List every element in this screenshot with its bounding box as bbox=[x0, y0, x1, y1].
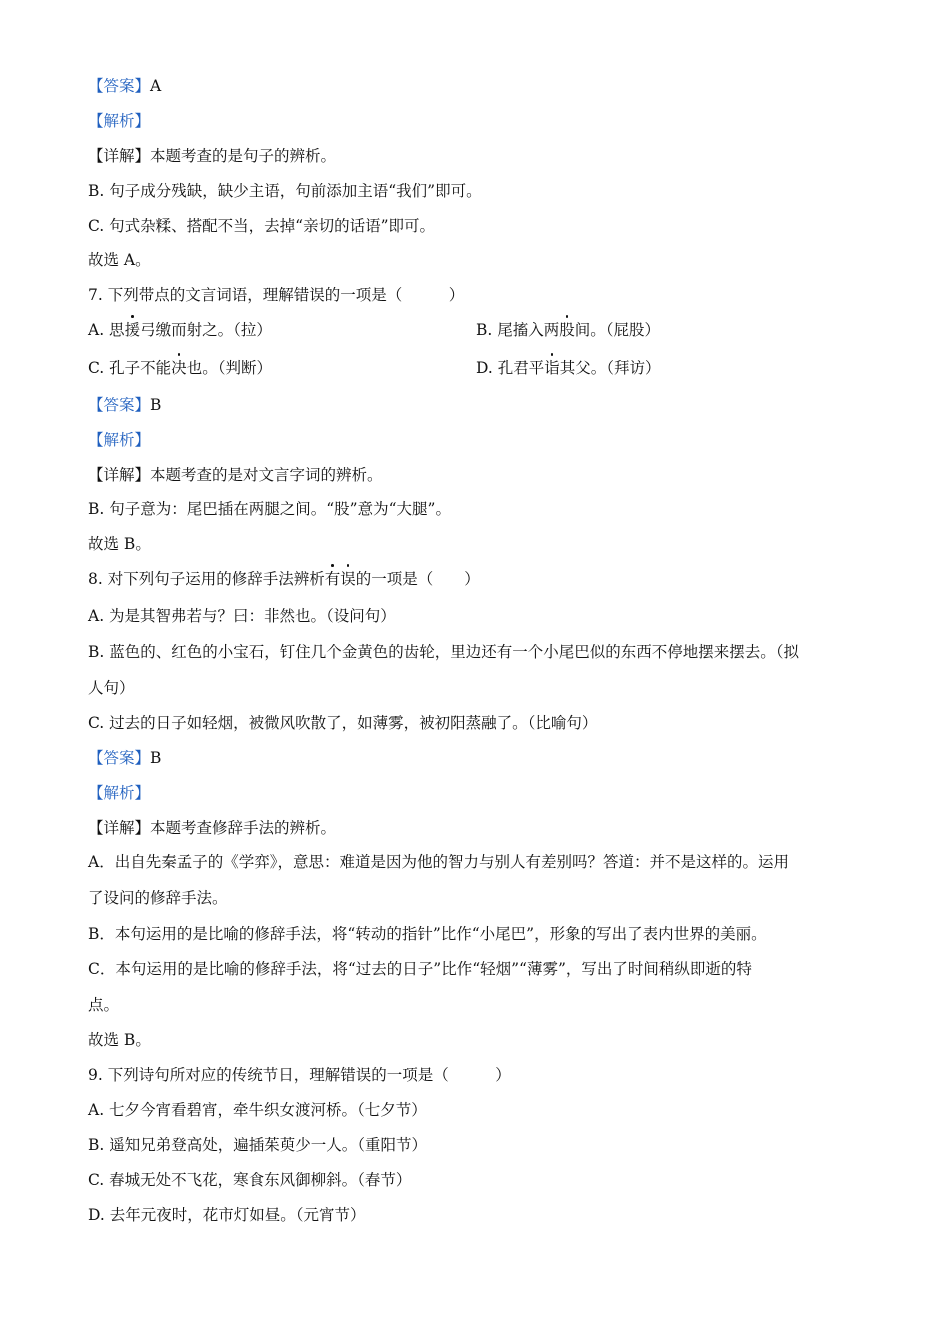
q8-explain-a-line1: A．出自先秦孟子的《学弈》，意思：难道是因为他的智力与别人有差别吗？答道：并不是这样的。运用 bbox=[88, 853, 789, 871]
option-text: A. 思 bbox=[88, 321, 125, 339]
q8-detail: 【详解】本题考查修辞手法的辨析。 bbox=[88, 819, 337, 837]
q9-option-b: B. 遥知兄弟登高处，遍插茱萸少一人。（重阳节） bbox=[88, 1136, 427, 1154]
option-text: 也。（判断） bbox=[186, 359, 272, 377]
q7-explain-b: B. 句子意为：尾巴插在两腿之间。“股”意为“大腿”。 bbox=[88, 500, 451, 518]
q8-option-c: C. 过去的日子如轻烟，被微风吹散了，如薄雾，被初阳蒸融了。（比喻句） bbox=[88, 714, 598, 732]
option-text: 间。（屁股） bbox=[574, 321, 661, 339]
q8-explain-c-line1: C．本句运用的是比喻的修辞手法，将“过去的日子”比作“轻烟”“薄雾”，写出了时间稍纵即逝的特 bbox=[88, 960, 752, 978]
answer-label: 【答案】 bbox=[88, 396, 151, 414]
dotted-char: 股 bbox=[559, 321, 575, 339]
q7-option-d bbox=[476, 358, 661, 378]
answer-value: A bbox=[150, 77, 162, 95]
q7-conclusion: 故选 B。 bbox=[88, 535, 151, 553]
q6-answer bbox=[88, 76, 161, 96]
answer-value: B bbox=[150, 749, 162, 767]
q7-stem: 7. 下列带点的文言词语，理解错误的一项是（ ） bbox=[88, 286, 465, 304]
q8-option-b-line2: 人句） bbox=[88, 679, 135, 697]
answer-label: 【答案】 bbox=[88, 77, 151, 95]
q6-explain-b: B. 句子成分残缺，缺少主语，句前添加主语“我们”即可。 bbox=[88, 182, 482, 200]
q6-explain-c: C. 句式杂糅、搭配不当，去掉“亲切的话语”即可。 bbox=[88, 217, 436, 235]
q8-explain-c-line2: 点。 bbox=[88, 996, 120, 1014]
answer-label: 【答案】 bbox=[88, 749, 151, 767]
q7-option-a bbox=[88, 320, 272, 340]
option-text: 其父。（拜访） bbox=[559, 359, 661, 377]
q9-option-c: C. 春城无处不飞花，寒食东风御柳斜。（春节） bbox=[88, 1171, 412, 1189]
answer-value: B bbox=[150, 396, 162, 414]
q7-analysis-label: 【解析】 bbox=[88, 431, 151, 449]
q9-option-d: D. 去年元夜时，花市灯如昼。（元宵节） bbox=[88, 1206, 366, 1224]
q6-conclusion: 故选 A。 bbox=[88, 251, 151, 269]
q6-detail: 【详解】本题考查的是句子的辨析。 bbox=[88, 147, 337, 165]
option-text: B. 尾搐入两 bbox=[476, 321, 560, 339]
q7-option-b bbox=[476, 320, 660, 340]
dotted-char: 决 bbox=[171, 359, 187, 377]
dotted-char: 援 bbox=[124, 321, 141, 339]
q6-analysis-label: 【解析】 bbox=[88, 112, 151, 130]
option-text: 弓缴而射之。（拉） bbox=[140, 321, 272, 339]
q8-explain-a-line2: 了设问的修辞手法。 bbox=[88, 889, 228, 907]
q7-detail: 【详解】本题考查的是对文言字词的辨析。 bbox=[88, 466, 383, 484]
dotted-char: 误 bbox=[340, 570, 356, 588]
q8-option-a: A. 为是其智弗若与？曰：非然也。（设问句） bbox=[88, 607, 396, 625]
q9-stem: 9. 下列诗句所对应的传统节日，理解错误的一项是（ ） bbox=[88, 1066, 511, 1084]
q7-answer bbox=[88, 395, 161, 415]
q8-analysis-label: 【解析】 bbox=[88, 784, 151, 802]
dotted-char: 有 bbox=[324, 570, 341, 588]
q8-conclusion: 故选 B。 bbox=[88, 1031, 151, 1049]
q8-option-b-line1: B. 蓝色的、红色的小宝石，钉住几个金黄色的齿轮，里边还有一个小尾巴似的东西不停地摆来摆去。（拟 bbox=[88, 643, 799, 661]
q8-stem bbox=[88, 569, 480, 589]
q8-explain-b: B．本句运用的是比喻的修辞手法，将“转动的指针”比作“小尾巴”，形象的写出了表内世界的美丽。 bbox=[88, 925, 767, 943]
q7-option-c bbox=[88, 358, 272, 378]
dotted-char: 诣 bbox=[544, 359, 560, 377]
q9-option-a: A. 七夕今宵看碧宵，牵牛织女渡河桥。（七夕节） bbox=[88, 1101, 427, 1119]
option-text: C. 孔子不能 bbox=[88, 359, 172, 377]
stem-text: 8. 对下列句子运用的修辞手法辨析 bbox=[88, 570, 325, 588]
q8-answer bbox=[88, 748, 161, 768]
option-text: D. 孔君平 bbox=[476, 359, 545, 377]
stem-text: 的一项是（ ） bbox=[355, 570, 480, 588]
